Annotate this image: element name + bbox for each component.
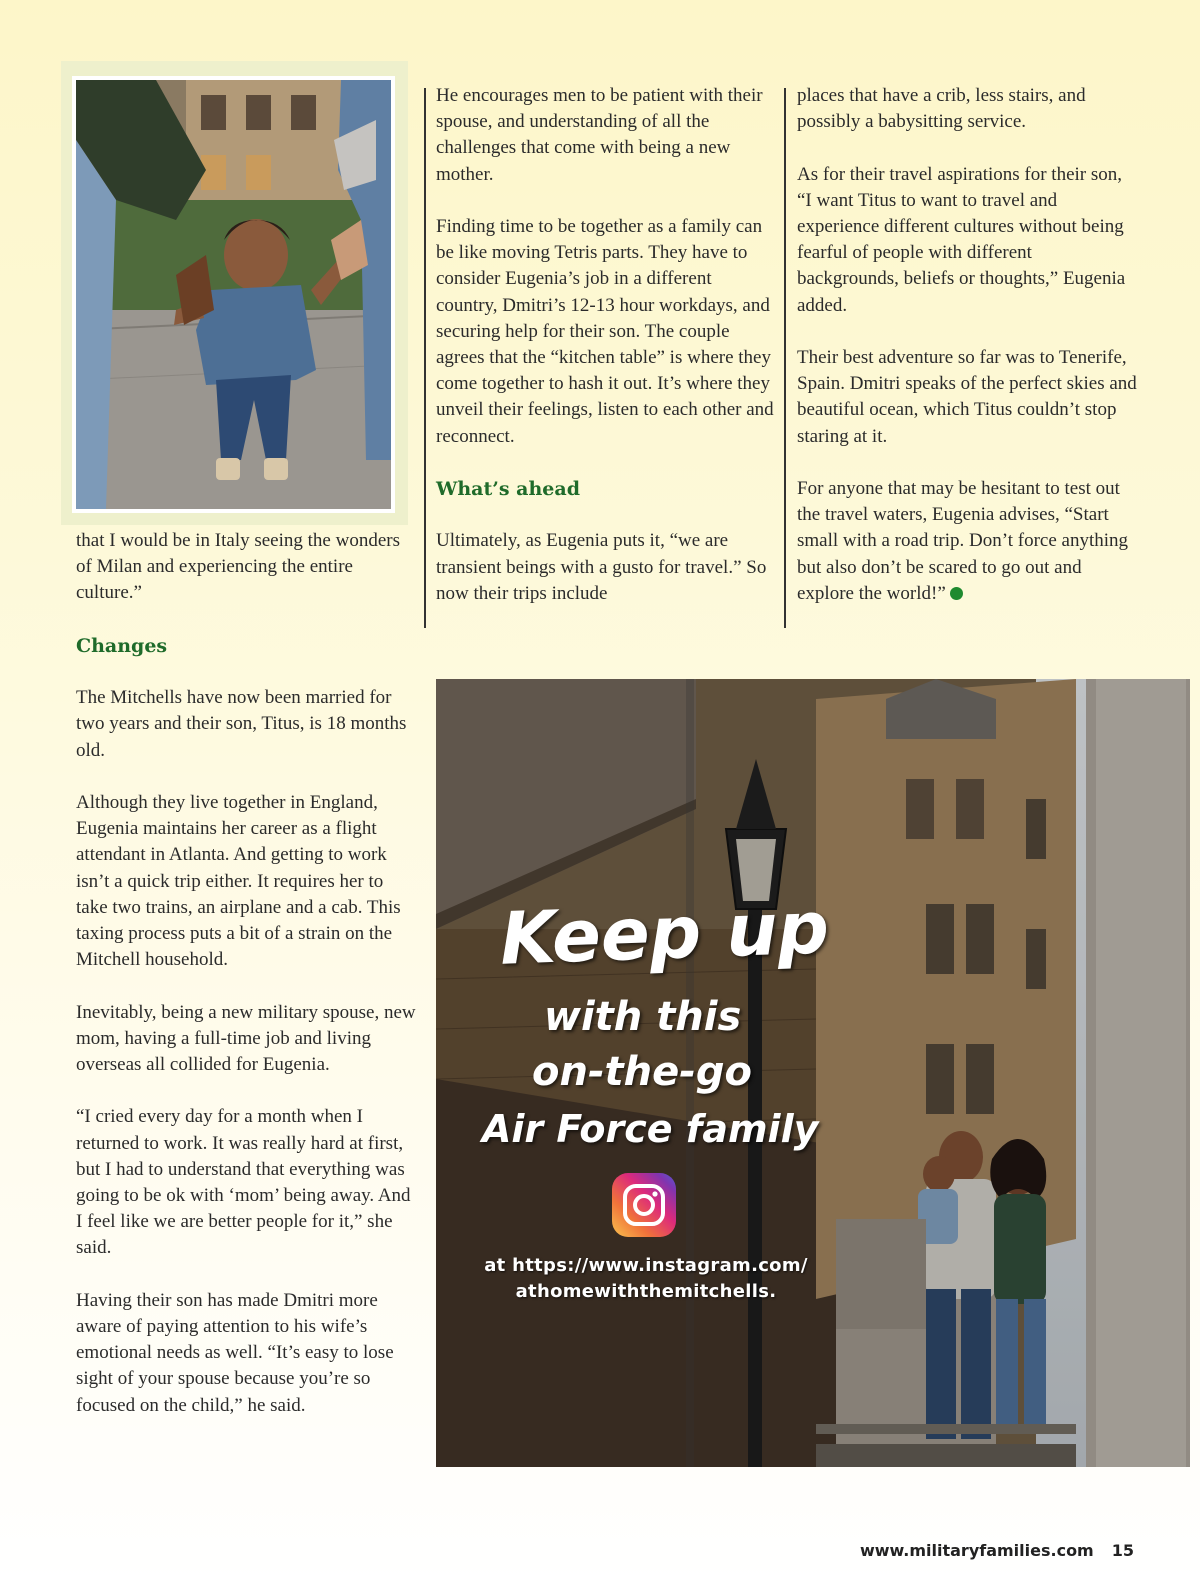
paragraph: The Mitchells have now been married for two years and their son, Titus, is 18 months old. <box>76 687 407 761</box>
promo-title-keep-up: Keep up <box>498 885 831 981</box>
footer-website-link[interactable]: www.militaryfamilies.com <box>859 1541 1094 1560</box>
paragraph: Inevitably, being a new military spouse, new mom, having a full-time job and living overseas all collided for Eugenia. <box>76 1001 416 1075</box>
toddler-photo <box>72 76 395 513</box>
paragraph: that I would be in Italy seeing the wonders of Milan and experiencing the entire culture.” <box>76 530 400 604</box>
paragraph-text: For anyone that may be hesitant to test out the travel waters, Eugenia advises, “Start small with a road trip. Don’t force anything but also don’t be scared to go out and explore the world!” <box>797 478 1129 604</box>
paragraph: As for their travel aspirations for their son, “I want Titus to want to travel and experience different cultures without being fearful of people with different backgrounds, beliefs or thoughts,” Eugenia added. <box>797 163 1126 316</box>
paragraph: Ultimately, as Eugenia puts it, “we are transient beings with a gusto for travel.” So now their trips include <box>436 530 767 604</box>
paragraph <box>797 476 1137 607</box>
instagram-link-line-1: at https://www.instagram.com/ <box>484 1255 808 1276</box>
paragraph: Their best adventure so far was to Tenerife, Spain. Dmitri speaks of the perfect skies and beautiful ocean, which Titus couldn’t stop staring at it. <box>797 347 1137 447</box>
paragraph: places that have a crib, less stairs, and possibly a babysitting service. <box>797 85 1086 133</box>
photo-frame <box>61 61 408 525</box>
section-heading-whats-ahead: What’s ahead <box>436 478 580 501</box>
toddler-photo-illustration <box>76 80 391 509</box>
paragraph: Finding time to be together as a family can be like moving Tetris parts. They have to consider Eugenia’s job in a different country, Dmitri’s 12-13 hour workdays, and securing help for their son. The couple agrees that the “kitchen table” is where they come together to hash it out. It’s where they unveil their feelings, listen to each other and reconnect. <box>436 216 774 447</box>
promo-title-on-the-go: on-the-go <box>532 1049 752 1095</box>
instagram-promo <box>436 679 1190 1467</box>
page-number: 15 <box>1111 1541 1134 1560</box>
column-3 <box>797 83 1137 607</box>
paragraph: Although they live together in England, Eugenia maintains her career as a flight attendant in Atlanta. And getting to work isn’t a quick trip either. It requires her to take two trains, an airplane and a cab. This taxing process puts a bit of a strain on the Mitchell household. <box>76 791 401 971</box>
column-1 <box>76 528 416 1419</box>
column-divider <box>424 88 426 628</box>
promo-title-with-this: with this <box>544 994 742 1040</box>
end-of-article-dot-icon <box>950 587 963 600</box>
promo-title-air-force-family: Air Force family <box>482 1107 819 1151</box>
instagram-icon[interactable] <box>612 1173 676 1237</box>
paragraph: He encourages men to be patient with their spouse, and understanding of all the challenges that come with being a new mother. <box>436 85 763 185</box>
section-heading-changes: Changes <box>76 634 168 657</box>
instagram-link-line-2: athomewiththemitchells. <box>515 1281 777 1302</box>
column-2 <box>436 83 776 607</box>
column-divider <box>784 88 786 628</box>
paragraph: Having their son has made Dmitri more aware of paying attention to his wife’s emotional needs as well. “It’s easy to lose sight of your spouse because you’re so focused on the child,” he said. <box>76 1289 394 1416</box>
page-footer <box>860 1541 1134 1560</box>
instagram-link[interactable] <box>436 1253 856 1305</box>
paragraph: “I cried every day for a month when I returned to work. It was really hard at first, but I had to understand that everything was going to be ok with ‘mom’ being away. And I feel like we are better people for it,” she said. <box>76 1106 411 1259</box>
instagram-glyph <box>612 1173 676 1237</box>
